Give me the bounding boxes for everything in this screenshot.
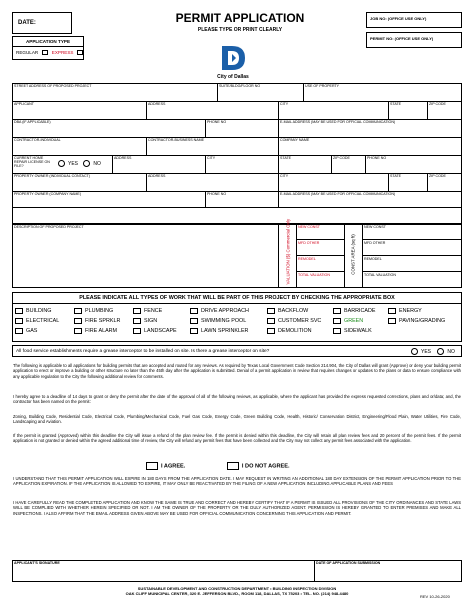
- fire-alarm-checkbox[interactable]: [74, 328, 82, 334]
- paragraph-certification: I HAVE CAREFULLY READ THE COMPLETED APPLICATION AND KNOW THE SAME IS TRUE AND CORRECT AND HEREBY CERTIFY THAT IF A PERMIT IS ISSUED ALL PROVISIONS OF THE CITY ORDINANCES AND STATE LAWS WILL BE COMPLIED WITH WHETHER HEREIN SPECIFIED OR NOT. I AM THE OWNER OF THE PROPERTY OR THE DULY AUTHORIZED AGENT. PERMISSION IS HEREBY GRANTED TO ENTER PREMISES AND MAKE ALL INSPECTIONS. I ALSO AFFIRM THAT THE EMAIL ADDRESS GIVEN ABOVE MAY BE USED FOR OFFICIAL COMMUNICATION CONCERNING THIS APPLICATION AND PERMIT.: [13, 500, 461, 516]
- energy-checkbox[interactable]: [388, 308, 396, 314]
- home-repair-no-label: NO: [93, 160, 101, 167]
- contractor-phone-field[interactable]: [365, 155, 462, 173]
- application-type-box: [12, 36, 84, 60]
- city-of-dallas-logo: [218, 43, 248, 73]
- fence-checkbox[interactable]: [133, 308, 141, 314]
- owner-company-field[interactable]: [12, 191, 205, 207]
- use-of-property-label: USE OF PROPERTY: [305, 84, 340, 88]
- applicant-field[interactable]: [12, 101, 146, 119]
- contractor-zip-label: ZIP CODE: [333, 156, 350, 160]
- energy-label: ENERGY: [399, 308, 422, 314]
- paragraph-review-deadline: The following is applicable to all applications for building permits that are accepted and routed for any reviews. As required by Texas Local Government Code Section 214.904, the City of Dallas will grant (Approve) or deny your building permit application to erect or improve a building or other structure no later than the 45th day after the application is submitted. Denial of a permit application in review that requires changes or updates to the plans or data to ensure compliance with any applicable regulation to the City the following additional review for comments.: [13, 363, 461, 379]
- applicant-address-field[interactable]: [146, 101, 278, 119]
- applicant-city-field[interactable]: [278, 101, 388, 119]
- paragraph-refund: If the permit is granted (Approved) within this deadline the City will issue a refund of the plan review fee. If the permit is denied within this deadline, the City will retain all plan review fees and 20 percent of the permit fees. If the permit application is not granted or denied within the agreed additional time of review, the City will refund any permit fees that have been collected and the City may not collect any permit fees associated with the application.: [13, 433, 461, 444]
- description-field[interactable]: [12, 224, 278, 288]
- sidewalk-label: SIDEWALK: [344, 328, 372, 334]
- grease-no-label: NO: [447, 348, 455, 355]
- owner-email-field[interactable]: [278, 191, 462, 207]
- lawn-sprinkler-label: LAWN SPRINKLER: [201, 328, 249, 334]
- dallas-logo-icon: [218, 43, 248, 73]
- footer-department: SUSTAINABLE DEVELOPMENT AND CONSTRUCTION DEPARTMENT • BUILDING INSPECTION DIVISION: [137, 586, 337, 591]
- contractor-address-field[interactable]: [112, 155, 205, 173]
- work-col-3: [133, 306, 177, 336]
- job-no-field[interactable]: [366, 12, 462, 28]
- contractor-individual-field[interactable]: [12, 137, 146, 155]
- owner-email-label: E-MAIL ADDRESS (MAY BE USED FOR OFFICIAL COMMUNICATION): [280, 192, 396, 196]
- work-types-heading: PLEASE INDICATE ALL TYPES OF WORK THAT WILL BE PART OF THIS PROJECT BY CHECKING THE APPROPRIATE BOX: [79, 295, 395, 301]
- grease-question-box: [12, 345, 462, 357]
- fire-sprinkler-checkbox[interactable]: [74, 318, 82, 324]
- home-repair-yes-label: YES: [68, 160, 79, 167]
- contractor-state-label: STATE: [280, 156, 292, 160]
- dba-phone-label: PHONE NO: [207, 120, 227, 124]
- owner-state-label: STATE: [390, 174, 402, 178]
- company-name-label: COMPANY NAME: [280, 138, 310, 142]
- swimming-pool-label: SWIMMING POOL: [201, 318, 247, 324]
- owner-city-label: CITY: [280, 174, 289, 178]
- demolition-checkbox[interactable]: [267, 328, 275, 334]
- demolition-label: DEMOLITION: [278, 328, 312, 334]
- fire-alarm-label: FIRE ALARM: [85, 328, 118, 334]
- plumbing-checkbox[interactable]: [74, 308, 82, 314]
- green-checkbox[interactable]: [333, 318, 341, 324]
- suite-label: SUITE/BLDG/FLOOR NO: [219, 84, 261, 88]
- applicant-label: APPLICANT: [14, 102, 34, 106]
- owner-phone-label: PHONE NO: [207, 192, 227, 196]
- contractor-city-label: CITY: [207, 156, 216, 160]
- owner-individual-label: PROPERTY OWNER (INDIVIDUAL CONTACT): [14, 174, 90, 178]
- dba-phone-field[interactable]: [205, 119, 278, 137]
- val-total[interactable]: [296, 272, 344, 288]
- area-mfd-other[interactable]: [362, 240, 462, 256]
- page-subtitle: PLEASE TYPE OR PRINT CLEARLY: [197, 27, 283, 33]
- gas-checkbox[interactable]: [15, 328, 23, 334]
- blank-row[interactable]: [12, 207, 462, 224]
- area-mfd-other-label: MFD OTHER: [364, 241, 386, 245]
- city-name: City of Dallas: [217, 74, 249, 80]
- plumbing-label: PLUMBING: [85, 308, 114, 314]
- customer-svc-label: CUSTOMER SVC: [278, 318, 322, 324]
- sign-label: SIGN: [144, 318, 158, 324]
- application-type-label: APPLICATION TYPE: [25, 39, 71, 44]
- regular-label: REGULAR: [16, 50, 39, 55]
- backflow-checkbox[interactable]: [267, 308, 275, 314]
- express-label: EXPRESS: [51, 50, 74, 55]
- area-remodel-label: REMODEL: [364, 257, 382, 261]
- regular-checkbox[interactable]: [42, 50, 48, 55]
- suite-field[interactable]: [217, 83, 303, 101]
- val-new-const-label: NEW CONST: [298, 225, 320, 229]
- drive-approach-label: DRIVE APPROACH: [201, 308, 249, 314]
- contractor-business-label: CONTRACTOR-BUSINESS NAME: [148, 138, 205, 142]
- building-label: BUILDING: [26, 308, 52, 314]
- grease-question: All food service establishments require a grease interceptor to be installed on site. Is there a grease interceptor on site?: [16, 349, 270, 354]
- owner-address-field[interactable]: [146, 173, 278, 191]
- dba-email-field[interactable]: [278, 119, 462, 137]
- grease-yes-label: YES: [421, 348, 432, 355]
- applicant-state-label: STATE: [390, 102, 402, 106]
- permit-no-field[interactable]: [366, 32, 462, 48]
- drive-approach-checkbox[interactable]: [190, 308, 198, 314]
- home-repair-label: CURRENT HOME REPAIR LICENSE ON FILE?: [14, 156, 50, 168]
- work-col-5: [267, 306, 321, 336]
- job-no-label: JOB NO: (OFFICE USE ONLY): [370, 16, 427, 21]
- gas-label: GAS: [26, 328, 38, 334]
- agreement-options: [146, 462, 290, 470]
- street-address-label: STREET ADDRESS OF PROPOSED PROJECT: [14, 84, 92, 88]
- i-do-not-agree-checkbox[interactable]: [227, 462, 239, 470]
- submission-date-field[interactable]: [314, 560, 462, 582]
- work-col-7: [388, 306, 445, 326]
- electrical-checkbox[interactable]: [15, 318, 23, 324]
- work-col-2: [74, 306, 120, 336]
- owner-zip-label: ZIP CODE: [429, 174, 446, 178]
- lawn-sprinkler-checkbox[interactable]: [190, 328, 198, 334]
- applicant-signature-label: APPLICANT'S SIGNATURE: [14, 561, 60, 565]
- contractor-phone-label: PHONE NO: [367, 156, 387, 160]
- val-mfd-other[interactable]: [296, 240, 344, 256]
- use-of-property-field[interactable]: [303, 83, 462, 101]
- home-repair-no-radio[interactable]: [83, 160, 90, 167]
- i-do-not-agree-label: I DO NOT AGREE.: [241, 463, 290, 470]
- owner-phone-field[interactable]: [205, 191, 278, 207]
- green-label: GREEN: [344, 318, 364, 324]
- fence-label: FENCE: [144, 308, 163, 314]
- applicant-zip-field[interactable]: [427, 101, 462, 119]
- area-total-label: TOTAL VALUATION: [364, 273, 396, 277]
- electrical-label: ELECTRICAL: [26, 318, 60, 324]
- landscape-label: LANDSCAPE: [144, 328, 177, 334]
- swimming-pool-checkbox[interactable]: [190, 318, 198, 324]
- applicant-city-label: CITY: [280, 102, 289, 106]
- home-repair-yes-radio[interactable]: [58, 160, 65, 167]
- work-col-4: [190, 306, 249, 336]
- paragraph-expiration: I UNDERSTAND THAT THIS PERMIT APPLICATION WILL EXPIRE IN 180 DAYS FROM THE APPLICATION DATE. I MAY REQUEST IN WRITING AN ADDITIONAL 180 DAY EXTENSION OF THE PERMIT APPLICATION PRIOR TO THE APPLICATION EXPIRATION. IF THE APPLICATION IS ALLOWED TO EXPIRE, IT MAY ONLY BE REACTIVATED BY THE FILING OF A NEW APPLICATION INCLUDING APPLICABLE PLANS AND FEES: [13, 476, 461, 487]
- applicant-zip-label: ZIP CODE: [429, 102, 446, 106]
- paragraph-agree-deadline: I hereby agree to a deadline of 14 days to grant or deny the permit after the date of the approval of all of the following reviews, as applicable, where the applicant has provided the express requested corrections, plans and or/data; and, the contractor has been named on the permit:: [13, 394, 461, 405]
- date-field[interactable]: [12, 12, 72, 34]
- work-col-6: [333, 306, 375, 336]
- owner-city-field[interactable]: [278, 173, 388, 191]
- contractor-state-field[interactable]: [278, 155, 331, 173]
- paving-grading-checkbox[interactable]: [388, 318, 396, 324]
- owner-state-field[interactable]: [388, 173, 427, 191]
- val-remodel-label: REMODEL: [298, 257, 316, 261]
- street-address-field[interactable]: [12, 83, 217, 101]
- owner-company-label: PROPERTY OWNER (COMPANY NAME): [14, 192, 82, 196]
- area-new-const-label: NEW CONST: [364, 225, 386, 229]
- work-col-1: [15, 306, 59, 336]
- permit-no-label: PERMIT NO: (OFFICE USE ONLY): [370, 36, 434, 41]
- contractor-individual-label: CONTRACTOR-INDIVIDUAL: [14, 138, 61, 142]
- dba-email-label: E-MAIL ADDRESS (MAY BE USED FOR OFFICIAL COMMUNICATION): [280, 120, 396, 124]
- dba-field[interactable]: [12, 119, 205, 137]
- date-label: DATE:: [18, 20, 36, 26]
- revision-date: REV 10-26-2020: [420, 594, 450, 599]
- building-checkbox[interactable]: [15, 308, 23, 314]
- owner-individual-field[interactable]: [12, 173, 146, 191]
- contractor-business-field[interactable]: [146, 137, 278, 155]
- const-area-label: CONST AREA (sq ft): [350, 234, 356, 275]
- area-remodel[interactable]: [362, 256, 462, 272]
- val-total-label: TOTAL VALUATION: [298, 273, 330, 277]
- paving-grading-label: PAVING/GRADING: [399, 318, 446, 324]
- grease-yes-radio[interactable]: [411, 348, 418, 355]
- i-agree-label: I AGREE.: [161, 463, 186, 470]
- owner-zip-field[interactable]: [427, 173, 462, 191]
- page-title: PERMIT APPLICATION: [175, 11, 305, 25]
- grease-no-radio[interactable]: [437, 348, 444, 355]
- contractor-city-field[interactable]: [205, 155, 278, 173]
- dba-label: DBA (IF APPLICABLE): [14, 120, 51, 124]
- sign-checkbox[interactable]: [133, 318, 141, 324]
- contractor-zip-field[interactable]: [331, 155, 365, 173]
- barricade-label: BARRICADE: [344, 308, 376, 314]
- valuation-label: VALUATION ($) Commercial Only: [285, 218, 291, 285]
- company-name-field[interactable]: [278, 137, 462, 155]
- val-new-const[interactable]: [296, 224, 344, 240]
- applicant-state-field[interactable]: [388, 101, 427, 119]
- paragraph-review-list: Zoning, Building Code, Residential Code, Electrical Code, Plumbing/Mechanical Code, Fuel Gas Code, Energy Code, Green Building Code, Health, Historic/ Conservation District, Engineering/Flood Plain, Water Utilities, Fire Code, Landscaping and Aviation.: [13, 414, 461, 425]
- val-remodel[interactable]: [296, 256, 344, 272]
- home-repair-license: [12, 155, 112, 173]
- val-mfd-other-label: MFD OTHER: [298, 241, 320, 245]
- customer-svc-checkbox[interactable]: [267, 318, 275, 324]
- i-agree-checkbox[interactable]: [146, 462, 158, 470]
- owner-address-label: ADDRESS: [148, 174, 166, 178]
- applicant-signature-field[interactable]: [12, 560, 314, 582]
- area-new-const[interactable]: [362, 224, 462, 240]
- sidewalk-checkbox[interactable]: [333, 328, 341, 334]
- contractor-address-label: ADDRESS: [114, 156, 132, 160]
- submission-date-label: DATE OF APPLICATION SUBMISSION: [316, 561, 381, 565]
- landscape-checkbox[interactable]: [133, 328, 141, 334]
- barricade-checkbox[interactable]: [333, 308, 341, 314]
- description-label: DESCRIPTION OF PROPOSED PROJECT: [14, 225, 84, 229]
- footer-address: OAK CLIFF MUNICIPAL CENTER, 320 E. JEFFERSON BLVD., ROOM 118, DALLAS, TX 75203 • TEL. NO. (214) 948-4480: [125, 591, 349, 596]
- backflow-label: BACKFLOW: [278, 308, 309, 314]
- express-checkbox[interactable]: [77, 50, 83, 55]
- area-total[interactable]: [362, 272, 462, 288]
- applicant-address-label: ADDRESS: [148, 102, 166, 106]
- fire-sprinkler-label: FIRE SPRKLR: [85, 318, 121, 324]
